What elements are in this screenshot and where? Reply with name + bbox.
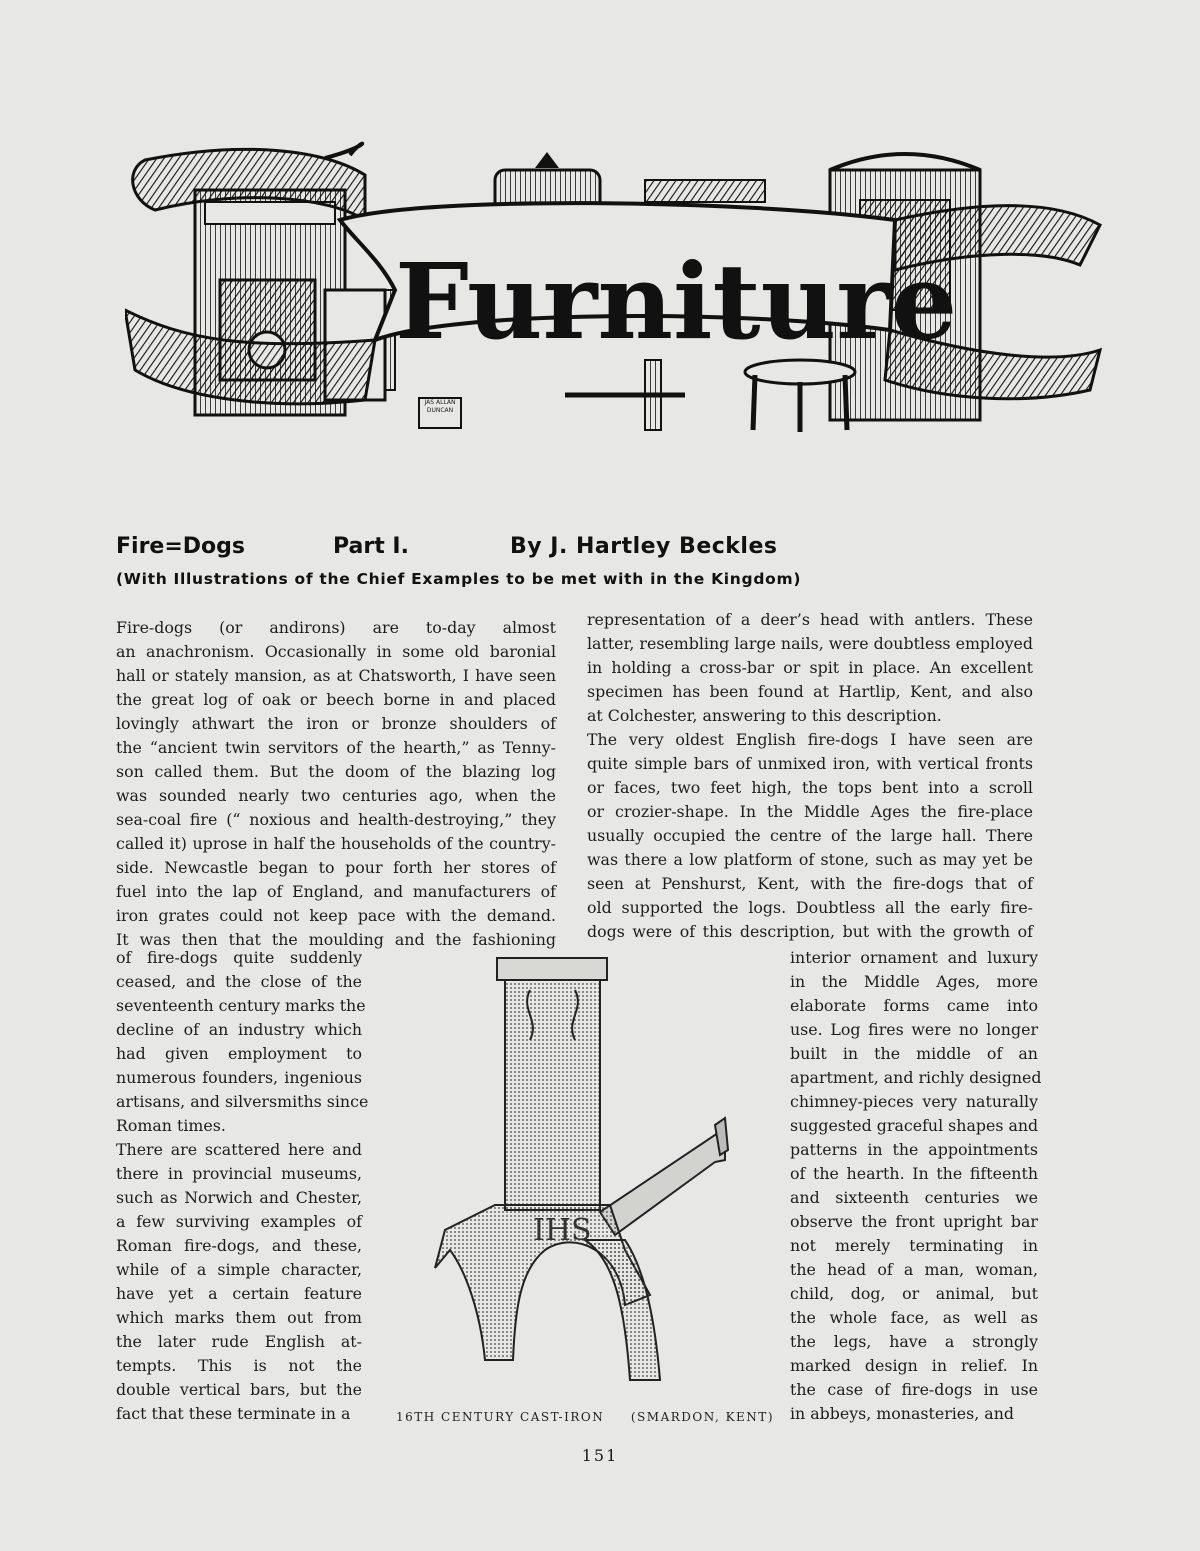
text-line: sea-coal fire (“ noxious and health-destroying,” they [116, 810, 556, 829]
text-line: the legs, have a strongly [790, 1332, 1038, 1351]
text-line: observe the front upright bar [790, 1212, 1038, 1231]
text-line: The very oldest English fire-dogs I have seen are [587, 730, 1033, 749]
caption-left: 16TH CENTURY CAST-IRON [396, 1410, 605, 1424]
text-line: seen at Penshurst, Kent, with the fire-dogs that of [587, 874, 1033, 893]
text-line: son called them. But the doom of the blazing log [116, 762, 556, 781]
text-line: seventeenth century marks the [116, 996, 366, 1015]
text-line: while of a simple character, [116, 1260, 362, 1279]
text-line: There are scattered here and [116, 1140, 362, 1159]
text-line: a few surviving examples of [116, 1212, 362, 1231]
text-line: was there a low platform of stone, such as may yet be [587, 850, 1033, 869]
text-line: specimen has been found at Hartlip, Kent, and also [587, 682, 1033, 701]
text-line: suggested graceful shapes and [790, 1116, 1039, 1135]
text-line: side. Newcastle began to pour forth her stores of [116, 858, 556, 877]
table-leg-drawing [565, 360, 685, 430]
svg-text:IHS: IHS [533, 1213, 592, 1248]
text-line: Roman fire-dogs, and these, [116, 1236, 362, 1255]
text-line: chimney-pieces very naturally [790, 1092, 1038, 1111]
text-line: in the Middle Ages, more [790, 972, 1038, 991]
text-line: decline of an industry which [116, 1020, 362, 1039]
text-line: there in provincial museums, [116, 1164, 362, 1183]
article-title: Fire=Dogs [116, 534, 245, 559]
text-line: usually occupied the centre of the large hall. There [587, 826, 1033, 845]
text-line: fuel into the lap of England, and manufacturers of [116, 882, 556, 901]
text-line: fact that these terminate in a [116, 1404, 351, 1423]
text-line: numerous founders, ingenious [116, 1068, 362, 1087]
text-line: not merely terminating in [790, 1236, 1038, 1255]
text-line: in abbeys, monasteries, and [790, 1404, 1015, 1423]
article-author: By J. Hartley Beckles [510, 534, 778, 559]
text-line: latter, resembling large nails, were doubtless employed [587, 634, 1033, 653]
text-line: interior ornament and luxury [790, 948, 1038, 967]
text-line: the “ancient twin servitors of the hearth,” as Tenny- [116, 738, 556, 757]
text-line: the great log of oak or beech borne in and placed [116, 690, 556, 709]
firedog-illustration [425, 950, 770, 1400]
text-line: an anachronism. Occasionally in some old baronial [116, 642, 556, 661]
text-line: dogs were of this description, but with the growth of [587, 922, 1033, 941]
artist-signature: JAS ALLAN DUNCAN [418, 397, 462, 429]
text-line: double vertical bars, but the [116, 1380, 362, 1399]
text-line: ceased, and the close of the [116, 972, 362, 991]
text-line: artisans, and silversmiths since [116, 1092, 369, 1111]
text-line: such as Norwich and Chester, [116, 1188, 362, 1207]
text-line: called it) uprose in half the households of the country- [116, 834, 556, 853]
text-line: built in the middle of an [790, 1044, 1038, 1063]
text-line: marked design in relief. In [790, 1356, 1038, 1375]
text-line: the whole face, as well as [790, 1308, 1038, 1327]
text-line: patterns in the appointments [790, 1140, 1038, 1159]
text-line: quite simple bars of unmixed iron, with vertical fronts [587, 754, 1033, 773]
figure-caption [396, 1410, 774, 1424]
text-line: representation of a deer’s head with antlers. These [587, 610, 1033, 629]
banner-title: Furniture [395, 240, 958, 363]
text-line: the case of fire-dogs in use [790, 1380, 1038, 1399]
text-line: of the hearth. In the fifteenth [790, 1164, 1038, 1183]
text-line: of fire-dogs quite suddenly [116, 948, 362, 967]
text-line: and sixteenth centuries we [790, 1188, 1038, 1207]
article-subtitle: (With Illustrations of the Chief Examples to be met with in the Kingdom) [116, 570, 802, 588]
text-line: or faces, two feet high, the tops bent into a scroll [587, 778, 1033, 797]
text-line: old supported the logs. Doubtless all the early fire- [587, 898, 1033, 917]
text-line: have yet a certain feature [116, 1284, 362, 1303]
text-line: at Colchester, answering to this description. [587, 706, 942, 725]
text-line: iron grates could not keep pace with the demand. [116, 906, 556, 925]
furniture-banner-illustration [125, 140, 1110, 445]
text-line: the later rude English at- [116, 1332, 362, 1351]
text-line: or crozier-shape. In the Middle Ages the fire-place [587, 802, 1033, 821]
page-number: 151 [581, 1446, 619, 1465]
text-line: apartment, and richly designed [790, 1068, 1042, 1087]
text-line: which marks them out from [116, 1308, 362, 1327]
text-line: use. Log fires were no longer [790, 1020, 1038, 1039]
text-line: hall or stately mansion, as at Chatsworth, I have seen [116, 666, 556, 685]
text-line: It was then that the moulding and the fashioning [116, 930, 556, 949]
text-line: had given employment to [116, 1044, 362, 1063]
text-line: Roman times. [116, 1116, 226, 1135]
text-line: in holding a cross-bar or spit in place. An excellent [587, 658, 1033, 677]
text-line: the head of a man, woman, [790, 1260, 1038, 1279]
text-line: was sounded nearly two centuries ago, when the [116, 786, 556, 805]
text-line: elaborate forms came into [790, 996, 1038, 1015]
text-line: tempts. This is not the [116, 1356, 362, 1375]
text-line: lovingly athwart the iron or bronze shoulders of [116, 714, 556, 733]
caption-right: (SMARDON, KENT) [630, 1410, 774, 1424]
text-line: Fire-dogs (or andirons) are to-day almost [116, 618, 556, 637]
article-part: Part I. [333, 534, 409, 559]
text-line: child, dog, or animal, but [790, 1284, 1038, 1303]
